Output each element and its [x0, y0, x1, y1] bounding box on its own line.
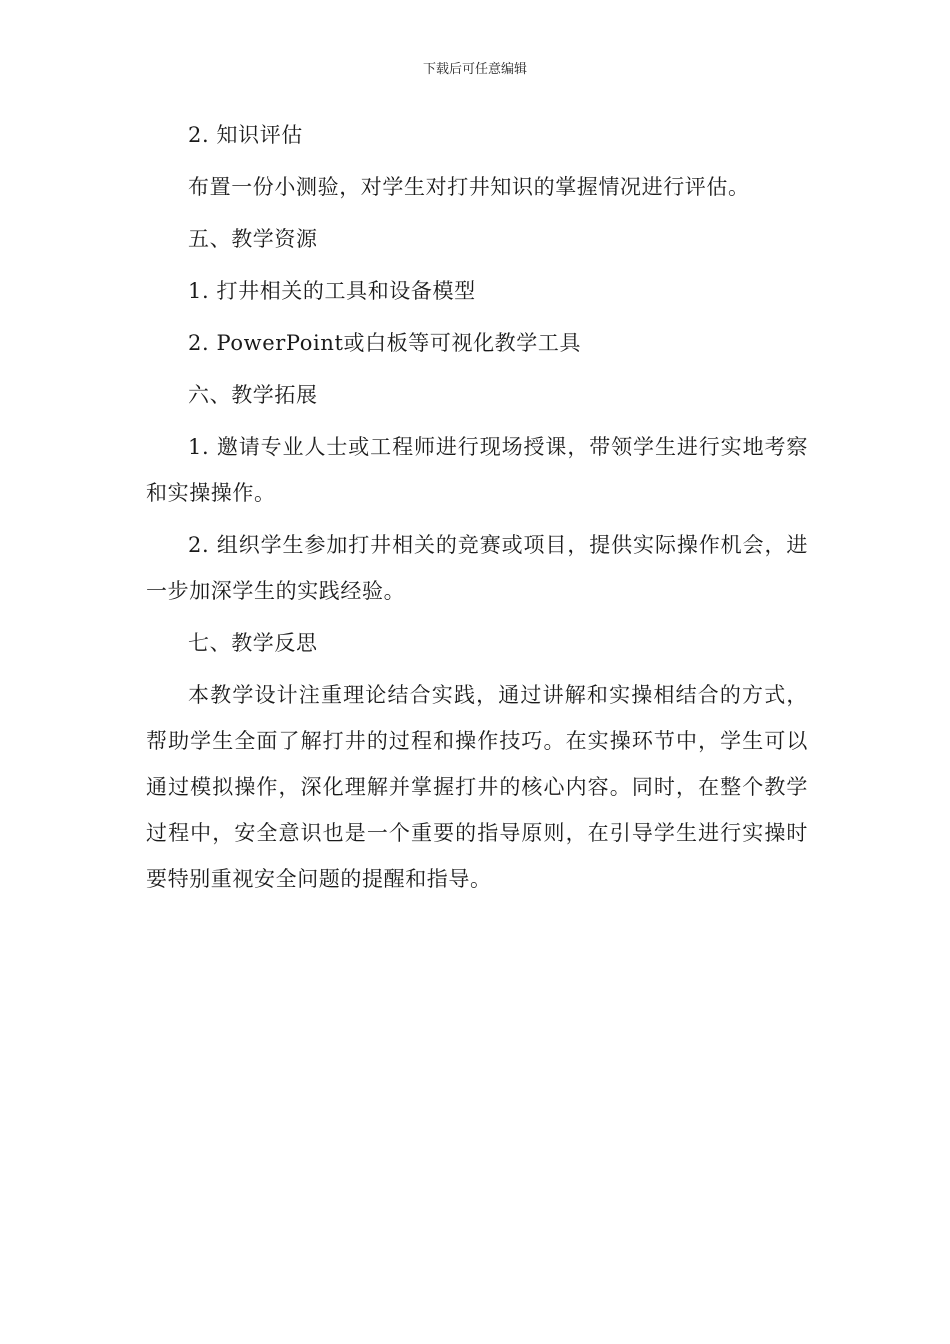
heading-knowledge-assessment: 2. 知识评估 [188, 123, 303, 147]
list-item-invite-experts: 1. 邀请专业人士或工程师进行现场授课，带领学生进行实地考察和实操操作。 [146, 435, 808, 505]
paragraph-quiz: 布置一份小测验，对学生对打井知识的掌握情况进行评估。 [188, 175, 750, 199]
page-header: 下载后可任意编辑 [422, 62, 527, 77]
document-body [146, 112, 808, 908]
list-item-tools-models: 1. 打井相关的工具和设备模型 [188, 279, 476, 303]
list-item-competitions: 2. 组织学生参加打井相关的竞赛或项目，提供实际操作机会，进一步加深学生的实践经验。 [146, 533, 808, 603]
list-item-visual-tools: 2. PowerPoint或白板等可视化教学工具 [188, 331, 582, 355]
heading-teaching-resources: 五、教学资源 [188, 227, 318, 251]
paragraph-reflection: 本教学设计注重理论结合实践，通过讲解和实操相结合的方式，帮助学生全面了解打井的过程和操作技巧。在实操环节中，学生可以通过模拟操作，深化理解并掌握打井的核心内容。同时，在整个教学过程中，安全意识也是一个重要的指导原则，在引导学生进行实操时要特别重视安全问题的提醒和指导。 [146, 683, 808, 891]
heading-teaching-extension: 六、教学拓展 [188, 383, 318, 407]
heading-teaching-reflection: 七、教学反思 [188, 631, 318, 655]
